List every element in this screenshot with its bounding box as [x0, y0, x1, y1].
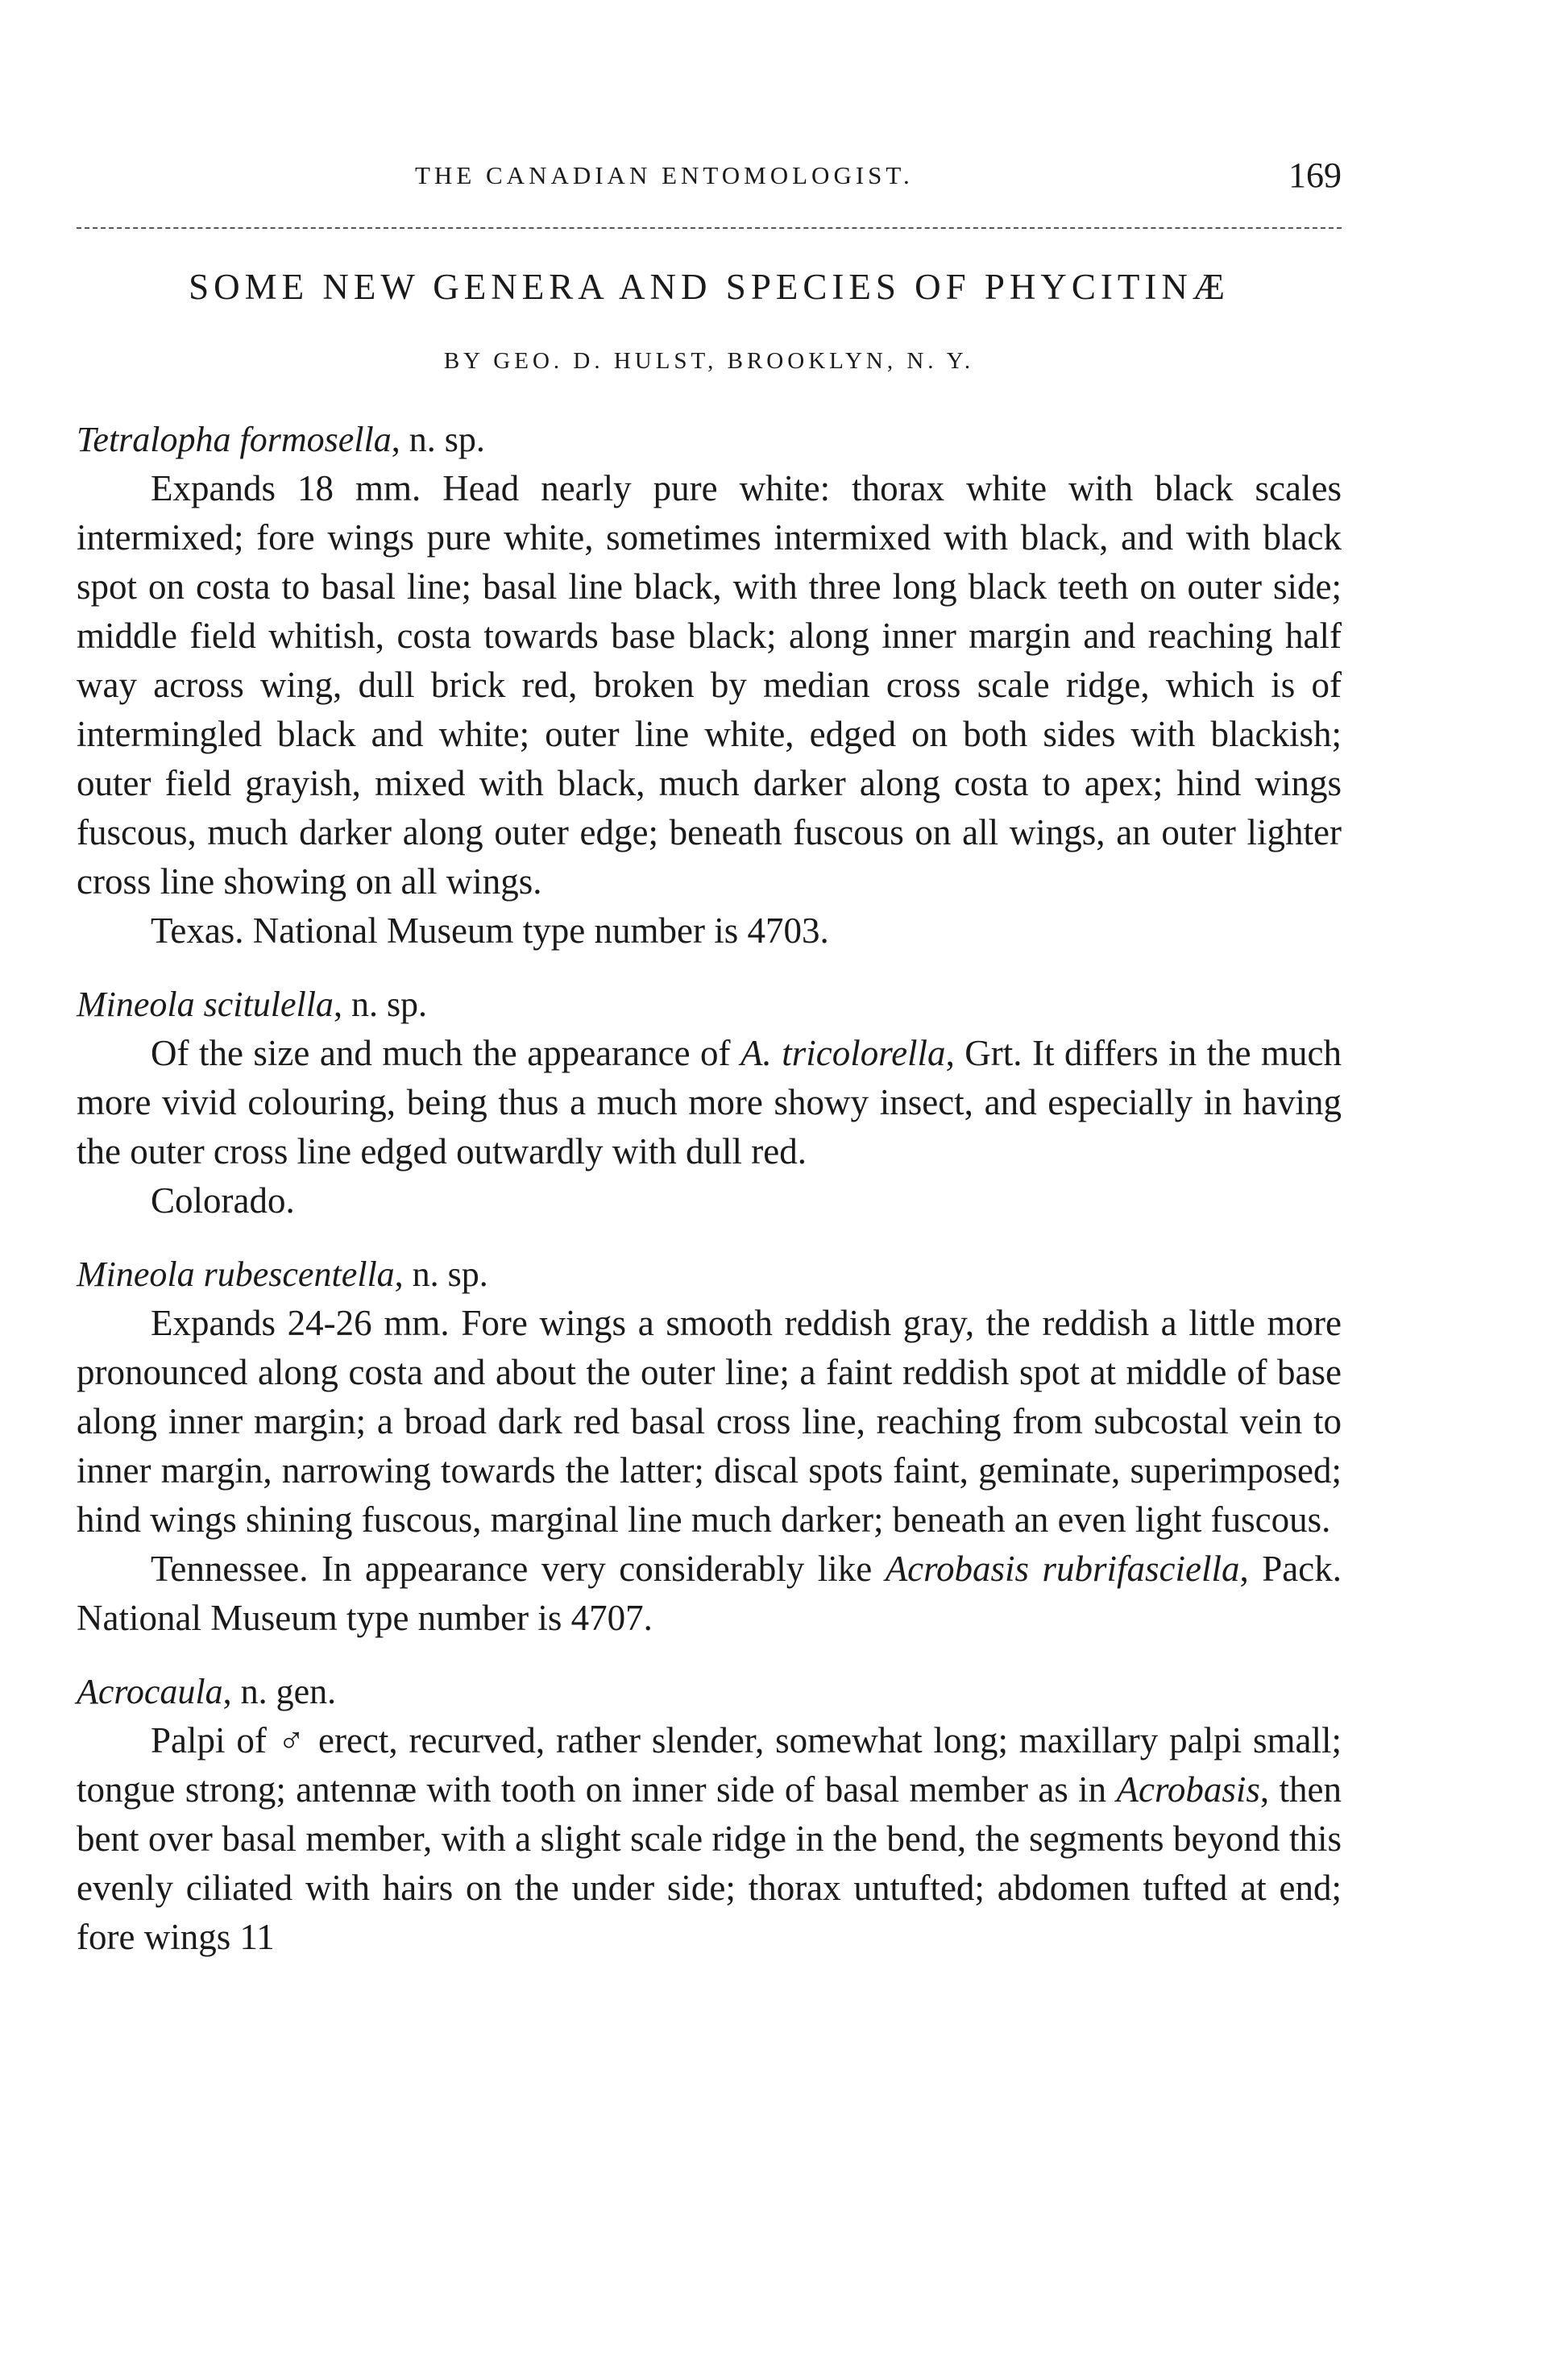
article-body	[77, 415, 1342, 1967]
species-name: Mineola rubescentella	[77, 1255, 395, 1294]
genus-entry	[77, 1667, 1342, 1962]
species-status: , n. sp.	[391, 420, 485, 459]
description-text: , Grt. It differs in the much more vivid colouring, being thus a much more showy insect, and especially in having the outer cross line edged outwardly with dull red.	[77, 1033, 1342, 1172]
article-title: SOME NEW GENERA AND SPECIES OF PHYCITINÆ	[189, 267, 1230, 307]
species-name: Mineola scitulella	[77, 985, 334, 1024]
article-byline: BY GEO. D. HULST, BROOKLYN, N. Y.	[443, 348, 975, 374]
species-locality: Texas. National Museum type number is 4703.	[151, 910, 829, 951]
header-rule	[77, 227, 1342, 229]
species-locality	[77, 1545, 1342, 1643]
locality-taxon: Acrobasis rubrifasciella	[885, 1549, 1240, 1589]
running-head	[77, 155, 1342, 203]
genus-description	[77, 1716, 1342, 1962]
genus-status: , n. gen.	[222, 1672, 337, 1711]
species-heading	[77, 1250, 1342, 1299]
species-description	[77, 1029, 1342, 1176]
species-status: , n. sp.	[394, 1255, 488, 1294]
species-heading	[77, 415, 1342, 464]
genus-name: Acrocaula	[77, 1672, 223, 1711]
species-entry	[77, 980, 1342, 1225]
description-taxon: A. tricolorella	[740, 1033, 946, 1073]
description-taxon: Acrobasis	[1116, 1769, 1260, 1810]
description-text: Palpi of ♂ erect, recurved, rather slender, somewhat long; maxillary palpi small; tongue strong; antennæ with tooth on inner side of basal member as in	[77, 1720, 1342, 1810]
description-text: , then bent over basal member, with a slight scale ridge in the bend, the segments beyond this evenly ciliated with hairs on the under side; thorax untufted; abdomen tufted at end; fore wings 11	[77, 1769, 1342, 1957]
species-entry	[77, 1250, 1342, 1643]
genus-heading	[77, 1667, 1342, 1716]
species-heading	[77, 980, 1342, 1029]
species-locality: Colorado.	[151, 1180, 295, 1221]
description-text: Of the size and much the appearance of	[151, 1033, 741, 1073]
page-number: 169	[1288, 156, 1342, 195]
locality-text: Tennessee. In appearance very considerably like	[151, 1549, 886, 1589]
species-name: Tetralopha formosella	[77, 420, 392, 459]
journal-title: THE CANADIAN ENTOMOLOGIST.	[415, 161, 914, 189]
species-status: , n. sp.	[333, 985, 428, 1024]
species-entry	[77, 415, 1342, 956]
species-description: Expands 18 mm. Head nearly pure white: thorax white with black scales intermixed; fore wings pure white, sometimes intermixed with black, and with black spot on costa to basal line; basal line black, with three long black teeth on outer side; middle field whitish, costa towards base black; along inner margin and reaching half way across wing, dull brick red, broken by median cross scale ridge, which is of intermingled black and white; outer line white, edged on both sides with blackish; outer field grayish, mixed with black, much darker along costa to apex; hind wings fuscous, much darker along outer edge; beneath fuscous on all wings, an outer lighter cross line showing on all wings.	[77, 468, 1342, 902]
locality-text: , Pack. National Museum type number is 4707.	[77, 1549, 1342, 1638]
species-description: Expands 24-26 mm. Fore wings a smooth reddish gray, the reddish a little more pronounced along costa and about the outer line; a faint reddish spot at middle of base along inner margin; a broad dark red basal cross line, reaching from subcostal vein to inner margin, narrowing towards the latter; discal spots faint, geminate, superimposed; hind wings shining fuscous, marginal line much darker; beneath an even light fuscous.	[77, 1303, 1342, 1540]
